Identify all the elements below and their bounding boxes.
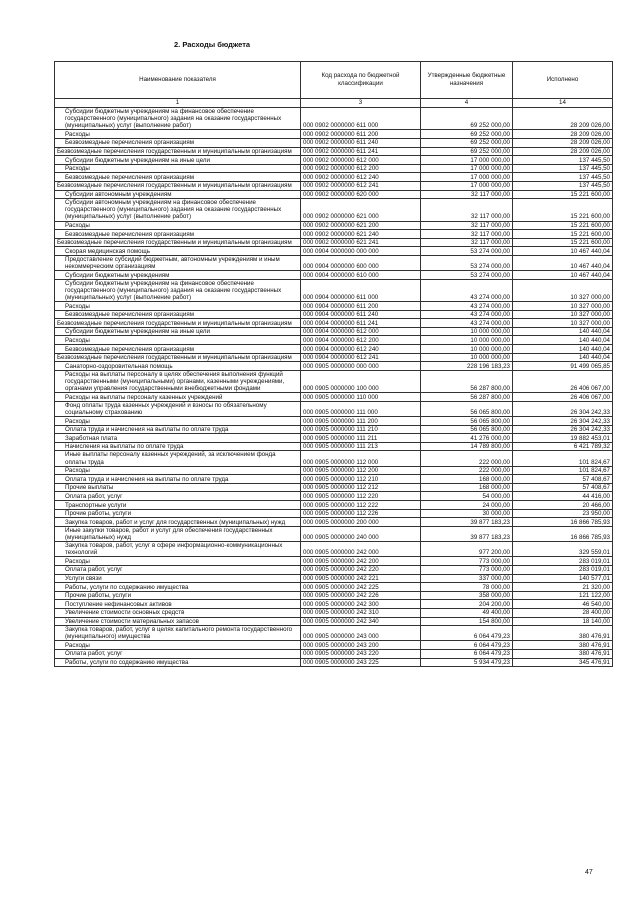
header-approved: Утвержденные бюджетные назначения	[421, 62, 513, 99]
row-code: 000 0904 0000000 611 000	[301, 279, 421, 301]
row-executed: 137 445,50	[513, 164, 613, 173]
row-name: Безвозмездные перечисления государственным и муниципальным организациям	[55, 147, 301, 156]
row-approved: 10 000 000,00	[421, 345, 513, 354]
table-row	[55, 542, 613, 557]
row-code: 000 0905 0000000 242 221	[301, 574, 421, 583]
table-row	[55, 230, 613, 239]
table-row	[55, 345, 613, 354]
row-approved: 32 117 000,00	[421, 199, 513, 221]
table-row	[55, 271, 613, 280]
row-approved: 10 000 000,00	[421, 353, 513, 362]
row-executed: 345 476,91	[513, 658, 613, 667]
row-approved: 222 000,00	[421, 451, 513, 466]
row-code: 000 0905 0000000 242 300	[301, 600, 421, 609]
row-name: Оплата труда и начисления на выплаты по оплате труда	[55, 425, 301, 434]
row-code: 000 0905 0000000 112 222	[301, 501, 421, 510]
row-executed: 283 019,01	[513, 565, 613, 574]
table-row	[55, 238, 613, 247]
row-code: 000 0904 0000000 612 200	[301, 336, 421, 345]
row-executed: 26 304 242,33	[513, 425, 613, 434]
row-code: 000 0905 0000000 111 213	[301, 442, 421, 451]
row-executed: 18 140,00	[513, 617, 613, 626]
table-body	[55, 108, 613, 667]
table-row	[55, 279, 613, 301]
row-name: Субсидии бюджетным учреждениям на финансовое обеспечение государственного (муниципального) задания на оказание государственных (муниципальных) услуг (выполнение работ)	[55, 279, 301, 301]
row-approved: 56 287 800,00	[421, 370, 513, 392]
table-row	[55, 302, 613, 311]
row-code: 000 0904 0000000 611 200	[301, 302, 421, 311]
table-row	[55, 583, 613, 592]
row-name: Оплата работ, услуг	[55, 492, 301, 501]
row-name: Закупка товаров, работ, услуг в целях капитального ремонта государственного (муниципального) имущества	[55, 626, 301, 641]
row-name: Расходы	[55, 417, 301, 426]
row-code: 000 0905 0000000 112 220	[301, 492, 421, 501]
table-row	[55, 310, 613, 319]
row-approved: 773 000,00	[421, 557, 513, 566]
table-row	[55, 641, 613, 650]
row-approved: 69 252 000,00	[421, 108, 513, 130]
row-name: Услуги связи	[55, 574, 301, 583]
table-row	[55, 393, 613, 402]
row-name: Субсидии бюджетным учреждениям на иные цели	[55, 156, 301, 165]
row-code: 000 0905 0000000 112 200	[301, 466, 421, 475]
row-approved: 337 000,00	[421, 574, 513, 583]
row-code: 000 0905 0000000 100 000	[301, 370, 421, 392]
table-row	[55, 199, 613, 221]
table-row	[55, 319, 613, 328]
row-approved: 17 000 000,00	[421, 181, 513, 190]
row-name: Безвозмездные перечисления организациям	[55, 345, 301, 354]
row-name: Иные закупки товаров, работ и услуг для обеспечения государственных (муниципальных) нужд	[55, 526, 301, 541]
row-executed: 10 327 000,00	[513, 279, 613, 301]
row-executed: 15 221 600,00	[513, 221, 613, 230]
row-name: Расходы на выплаты персоналу в целях обеспечения выполнения функций государственными (муниципальными) органами, казенными учреждениями, органами управления государственными внебюджетными фондами	[55, 370, 301, 392]
row-executed: 15 221 600,00	[513, 190, 613, 199]
header-executed: Исполнено	[513, 62, 613, 99]
row-name: Прочие выплаты	[55, 483, 301, 492]
row-approved: 6 064 479,23	[421, 641, 513, 650]
table-row	[55, 649, 613, 658]
row-code: 000 0905 0000000 242 226	[301, 591, 421, 600]
table-row	[55, 574, 613, 583]
row-code: 000 0904 0000000 611 240	[301, 310, 421, 319]
row-approved: 24 000,00	[421, 501, 513, 510]
row-executed: 283 019,01	[513, 557, 613, 566]
row-executed: 10 467 440,04	[513, 271, 613, 280]
row-approved: 17 000 000,00	[421, 173, 513, 182]
table-row	[55, 608, 613, 617]
row-name: Субсидии бюджетным учреждениям на финансовое обеспечение государственного (муниципального) задания на оказание государственных (муниципальных) услуг (выполнение работ)	[55, 108, 301, 130]
table-row	[55, 501, 613, 510]
row-executed: 91 499 065,85	[513, 362, 613, 371]
row-approved: 49 400,00	[421, 608, 513, 617]
table-row	[55, 156, 613, 165]
section-title: 2. Расходы бюджета	[174, 40, 251, 49]
row-executed: 121 122,00	[513, 591, 613, 600]
row-code: 000 0904 0000000 611 241	[301, 319, 421, 328]
row-code: 000 0902 0000000 620 000	[301, 190, 421, 199]
row-approved: 6 064 479,23	[421, 649, 513, 658]
row-approved: 56 065 800,00	[421, 425, 513, 434]
row-executed: 10 327 000,00	[513, 310, 613, 319]
row-code: 000 0902 0000000 612 241	[301, 181, 421, 190]
row-name: Скорая медицинская помощь	[55, 247, 301, 256]
row-name: Расходы	[55, 466, 301, 475]
row-name: Начисления на выплаты по оплате труда	[55, 442, 301, 451]
table-row	[55, 466, 613, 475]
row-approved: 14 789 800,00	[421, 442, 513, 451]
row-approved: 43 274 000,00	[421, 279, 513, 301]
table-row	[55, 362, 613, 371]
row-name: Расходы	[55, 130, 301, 139]
row-name: Работы, услуги по содержанию имущества	[55, 583, 301, 592]
row-executed: 16 866 785,93	[513, 526, 613, 541]
table-row	[55, 442, 613, 451]
row-executed: 21 320,00	[513, 583, 613, 592]
row-code: 000 0905 0000000 242 000	[301, 542, 421, 557]
row-executed: 380 476,91	[513, 626, 613, 641]
row-executed: 140 440,04	[513, 353, 613, 362]
header-indicator-name: Наименование показателя	[55, 62, 301, 99]
row-executed: 380 476,91	[513, 641, 613, 650]
table-row	[55, 130, 613, 139]
row-name: Субсидии бюджетным учреждениям на иные цели	[55, 327, 301, 336]
table-row	[55, 483, 613, 492]
row-code: 000 0905 0000000 111 210	[301, 425, 421, 434]
row-approved: 32 117 000,00	[421, 230, 513, 239]
row-executed: 26 304 242,33	[513, 417, 613, 426]
row-executed: 46 540,00	[513, 600, 613, 609]
row-code: 000 0905 0000000 111 211	[301, 434, 421, 443]
row-approved: 30 000,00	[421, 509, 513, 518]
row-executed: 6 421 789,32	[513, 442, 613, 451]
row-code: 000 0902 0000000 611 240	[301, 138, 421, 147]
row-approved: 17 000 000,00	[421, 156, 513, 165]
row-executed: 28 209 026,00	[513, 130, 613, 139]
row-code: 000 0905 0000000 240 000	[301, 526, 421, 541]
row-name: Увеличение стоимости основных средств	[55, 608, 301, 617]
row-approved: 41 276 000,00	[421, 434, 513, 443]
header-number: 14	[513, 99, 613, 108]
row-name: Прочие работы, услуги	[55, 509, 301, 518]
table-row	[55, 425, 613, 434]
row-approved: 43 274 000,00	[421, 310, 513, 319]
row-executed: 137 445,50	[513, 173, 613, 182]
row-code: 000 0902 0000000 621 240	[301, 230, 421, 239]
row-executed: 140 440,04	[513, 336, 613, 345]
row-code: 000 0905 0000000 242 310	[301, 608, 421, 617]
row-approved: 43 274 000,00	[421, 302, 513, 311]
row-approved: 54 000,00	[421, 492, 513, 501]
row-executed: 140 440,04	[513, 345, 613, 354]
row-name: Расходы	[55, 221, 301, 230]
row-executed: 26 304 242,33	[513, 401, 613, 416]
row-approved: 53 274 000,00	[421, 255, 513, 270]
table-row	[55, 221, 613, 230]
table-row	[55, 247, 613, 256]
row-executed: 57 408,67	[513, 483, 613, 492]
row-executed: 137 445,50	[513, 181, 613, 190]
table-row	[55, 401, 613, 416]
row-name: Работы, услуги по содержанию имущества	[55, 658, 301, 667]
row-code: 000 0905 0000000 242 200	[301, 557, 421, 566]
row-name: Закупка товаров, работ, услуг в сфере информационно-коммуникационных технологий	[55, 542, 301, 557]
table-row	[55, 518, 613, 527]
row-executed: 140 577,01	[513, 574, 613, 583]
row-code: 000 0902 0000000 611 200	[301, 130, 421, 139]
header-number: 4	[421, 99, 513, 108]
row-approved: 154 800,00	[421, 617, 513, 626]
row-code: 000 0904 0000000 610 000	[301, 271, 421, 280]
table-row	[55, 353, 613, 362]
row-name: Санаторно-оздоровительная помощь	[55, 362, 301, 371]
row-code: 000 0905 0000000 243 000	[301, 626, 421, 641]
row-name: Предоставление субсидий бюджетным, автономным учреждениям и иным некоммерческим организациям	[55, 255, 301, 270]
row-name: Расходы на выплаты персоналу казенных учреждений	[55, 393, 301, 402]
row-executed: 140 440,04	[513, 327, 613, 336]
header-expense-code: Код расхода по бюджетной классификации	[301, 62, 421, 99]
row-executed: 380 476,91	[513, 649, 613, 658]
row-executed: 20 466,00	[513, 501, 613, 510]
row-approved: 39 877 183,23	[421, 526, 513, 541]
table-row	[55, 658, 613, 667]
header-number: 1	[55, 99, 301, 108]
row-executed: 23 950,00	[513, 509, 613, 518]
row-approved: 10 000 000,00	[421, 336, 513, 345]
table-row	[55, 509, 613, 518]
row-code: 000 0905 0000000 000 000	[301, 362, 421, 371]
table-row	[55, 108, 613, 130]
row-approved: 32 117 000,00	[421, 238, 513, 247]
row-code: 000 0905 0000000 242 225	[301, 583, 421, 592]
row-code: 000 0902 0000000 621 241	[301, 238, 421, 247]
row-executed: 26 406 067,00	[513, 370, 613, 392]
row-name: Оплата работ, услуг	[55, 649, 301, 658]
row-name: Фонд оплаты труда казенных учреждений и взносы по обязательному социальному страхованию	[55, 401, 301, 416]
row-executed: 28 209 026,00	[513, 147, 613, 156]
row-name: Расходы	[55, 641, 301, 650]
row-code: 000 0905 0000000 243 225	[301, 658, 421, 667]
row-executed: 26 406 067,00	[513, 393, 613, 402]
row-name: Расходы	[55, 302, 301, 311]
row-executed: 28 209 026,00	[513, 108, 613, 130]
row-executed: 28 209 026,00	[513, 138, 613, 147]
row-executed: 15 221 600,00	[513, 238, 613, 247]
table-row	[55, 565, 613, 574]
row-approved: 56 287 800,00	[421, 393, 513, 402]
row-executed: 101 824,67	[513, 451, 613, 466]
row-executed: 10 327 000,00	[513, 302, 613, 311]
row-code: 000 0905 0000000 243 200	[301, 641, 421, 650]
row-code: 000 0905 0000000 111 000	[301, 401, 421, 416]
row-approved: 78 000,00	[421, 583, 513, 592]
row-approved: 168 000,00	[421, 475, 513, 484]
row-approved: 43 274 000,00	[421, 319, 513, 328]
row-name: Транспортные услуги	[55, 501, 301, 510]
table-row	[55, 591, 613, 600]
row-approved: 39 877 183,23	[421, 518, 513, 527]
table-row	[55, 557, 613, 566]
row-code: 000 0904 0000000 612 240	[301, 345, 421, 354]
table-row	[55, 164, 613, 173]
row-approved: 69 252 000,00	[421, 130, 513, 139]
row-code: 000 0905 0000000 111 200	[301, 417, 421, 426]
row-name: Прочие работы, услуги	[55, 591, 301, 600]
row-approved: 773 000,00	[421, 565, 513, 574]
table-row	[55, 147, 613, 156]
row-code: 000 0904 0000000 000 000	[301, 247, 421, 256]
row-executed: 15 221 600,00	[513, 230, 613, 239]
row-name: Безвозмездные перечисления государственным и муниципальным организациям	[55, 181, 301, 190]
row-name: Безвозмездные перечисления государственным и муниципальным организациям	[55, 238, 301, 247]
row-name: Безвозмездные перечисления организациям	[55, 173, 301, 182]
table-row	[55, 181, 613, 190]
row-name: Субсидии автономным учреждениям	[55, 190, 301, 199]
table-row	[55, 617, 613, 626]
table-row	[55, 434, 613, 443]
row-code: 000 0902 0000000 612 000	[301, 156, 421, 165]
row-approved: 56 065 800,00	[421, 401, 513, 416]
row-code: 000 0902 0000000 611 241	[301, 147, 421, 156]
row-approved: 228 196 183,23	[421, 362, 513, 371]
row-executed: 16 866 785,93	[513, 518, 613, 527]
table-row	[55, 255, 613, 270]
table-row	[55, 417, 613, 426]
table-row	[55, 526, 613, 541]
row-code: 000 0902 0000000 621 000	[301, 199, 421, 221]
row-approved: 222 000,00	[421, 466, 513, 475]
row-name: Заработная плата	[55, 434, 301, 443]
table-row	[55, 190, 613, 199]
row-code: 000 0905 0000000 112 210	[301, 475, 421, 484]
expenses-table	[54, 61, 613, 667]
row-executed: 44 416,00	[513, 492, 613, 501]
row-code: 000 0904 0000000 600 000	[301, 255, 421, 270]
row-executed: 57 408,67	[513, 475, 613, 484]
table-row	[55, 626, 613, 641]
row-name: Расходы	[55, 164, 301, 173]
row-executed: 101 824,67	[513, 466, 613, 475]
row-name: Расходы	[55, 557, 301, 566]
table-row	[55, 451, 613, 466]
row-executed: 329 559,01	[513, 542, 613, 557]
row-name: Расходы	[55, 336, 301, 345]
row-executed: 137 445,50	[513, 156, 613, 165]
row-name: Иные выплаты персоналу казенных учреждений, за исключением фонда оплаты труда	[55, 451, 301, 466]
row-approved: 53 274 000,00	[421, 247, 513, 256]
table-row	[55, 327, 613, 336]
row-approved: 56 065 800,00	[421, 417, 513, 426]
row-name: Безвозмездные перечисления организациям	[55, 138, 301, 147]
row-approved: 32 117 000,00	[421, 221, 513, 230]
table-row	[55, 370, 613, 392]
header-number: 3	[301, 99, 421, 108]
row-executed: 19 882 453,01	[513, 434, 613, 443]
row-name: Поступление нефинансовых активов	[55, 600, 301, 609]
row-code: 000 0904 0000000 612 000	[301, 327, 421, 336]
row-code: 000 0905 0000000 112 212	[301, 483, 421, 492]
row-approved: 168 000,00	[421, 483, 513, 492]
row-name: Закупка товаров, работ и услуг для государственных (муниципальных) нужд	[55, 518, 301, 527]
row-approved: 10 000 000,00	[421, 327, 513, 336]
table-row	[55, 600, 613, 609]
row-approved: 977 200,00	[421, 542, 513, 557]
page-number: 47	[585, 869, 593, 876]
row-code: 000 0905 0000000 243 220	[301, 649, 421, 658]
row-approved: 204 200,00	[421, 600, 513, 609]
row-approved: 32 117 000,00	[421, 190, 513, 199]
row-approved: 5 934 479,23	[421, 658, 513, 667]
row-code: 000 0902 0000000 621 200	[301, 221, 421, 230]
row-executed: 10 467 440,04	[513, 255, 613, 270]
row-name: Оплата труда и начисления на выплаты по оплате труда	[55, 475, 301, 484]
row-name: Оплата работ, услуг	[55, 565, 301, 574]
row-code: 000 0905 0000000 242 220	[301, 565, 421, 574]
row-approved: 358 000,00	[421, 591, 513, 600]
row-approved: 69 252 000,00	[421, 147, 513, 156]
row-name: Безвозмездные перечисления организациям	[55, 230, 301, 239]
row-executed: 28 400,00	[513, 608, 613, 617]
row-name: Безвозмездные перечисления организациям	[55, 310, 301, 319]
table-row	[55, 475, 613, 484]
row-code: 000 0905 0000000 112 000	[301, 451, 421, 466]
row-code: 000 0902 0000000 612 240	[301, 173, 421, 182]
row-executed: 10 467 440,04	[513, 247, 613, 256]
row-name: Субсидии автономным учреждениям на финансовое обеспечение государственного (муниципального) задания на оказание государственных (муниципальных) услуг (выполнение работ)	[55, 199, 301, 221]
table-row	[55, 138, 613, 147]
row-name: Безвозмездные перечисления государственным и муниципальным организациям	[55, 319, 301, 328]
row-name: Увеличение стоимости материальных запасов	[55, 617, 301, 626]
table-row	[55, 173, 613, 182]
row-approved: 17 000 000,00	[421, 164, 513, 173]
row-name: Субсидии бюджетным учреждениям	[55, 271, 301, 280]
row-code: 000 0905 0000000 200 000	[301, 518, 421, 527]
row-code: 000 0902 0000000 612 200	[301, 164, 421, 173]
row-code: 000 0905 0000000 110 000	[301, 393, 421, 402]
table-row	[55, 492, 613, 501]
row-code: 000 0904 0000000 612 241	[301, 353, 421, 362]
table-row	[55, 336, 613, 345]
row-name: Безвозмездные перечисления государственным и муниципальным организациям	[55, 353, 301, 362]
row-approved: 6 064 479,23	[421, 626, 513, 641]
row-code: 000 0905 0000000 112 226	[301, 509, 421, 518]
row-code: 000 0905 0000000 242 340	[301, 617, 421, 626]
row-approved: 53 274 000,00	[421, 271, 513, 280]
row-approved: 69 252 000,00	[421, 138, 513, 147]
row-executed: 15 221 600,00	[513, 199, 613, 221]
row-executed: 10 327 000,00	[513, 319, 613, 328]
row-code: 000 0902 0000000 611 000	[301, 108, 421, 130]
